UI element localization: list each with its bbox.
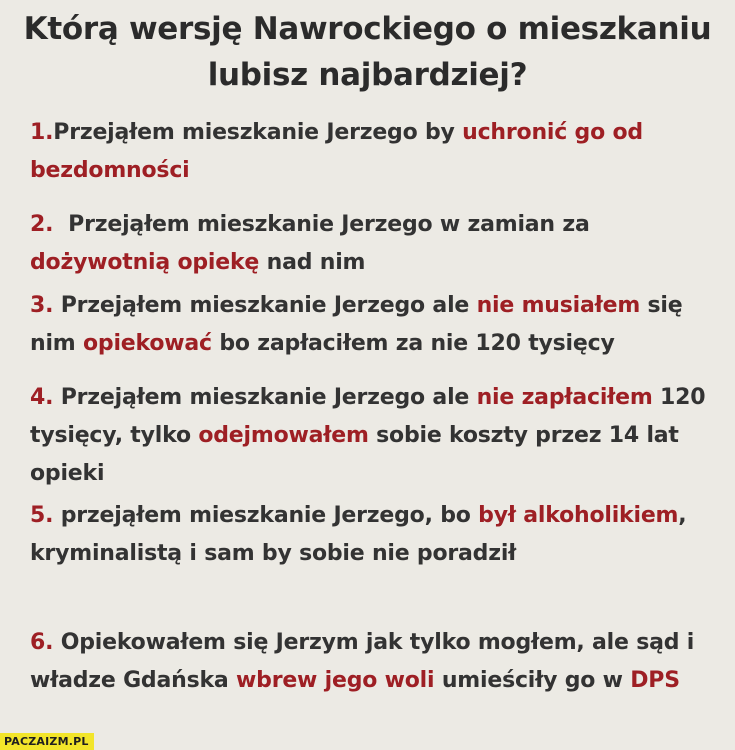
item-text: Przejąłem mieszkanie Jerzego by <box>53 120 463 145</box>
highlighted-text: wbrew jego woli <box>236 668 435 693</box>
site-watermark: PACZAIZM.PL <box>0 733 94 750</box>
item-text: przejąłem mieszkanie Jerzego, bo <box>53 503 479 528</box>
item-number: 2. <box>30 212 54 237</box>
item-number: 4. <box>30 385 54 410</box>
highlighted-text: opiekować <box>83 331 212 356</box>
highlighted-text: był alkoholikiem <box>478 503 679 528</box>
item-text: nad nim <box>259 250 366 275</box>
title-line-2: lubisz najbardziej? <box>207 57 528 93</box>
item-number: 3. <box>30 293 54 318</box>
item-text: Przejąłem mieszkanie Jerzego ale <box>53 385 477 410</box>
list-item <box>30 379 720 493</box>
item-text: bo zapłaciłem za nie 120 tysięcy <box>211 331 615 356</box>
item-text: Opiekowałem się Jerzym jak tylko mogłem, ale sąd i władze Gdańska <box>30 630 695 693</box>
item-text: , kryminalistą i sam by sobie nie poradził <box>30 503 687 566</box>
list-item <box>30 624 720 700</box>
title-line-1: Którą wersję Nawrockiego o mieszkaniu <box>23 11 712 47</box>
item-text: Przejąłem mieszkanie Jerzego w zamian za <box>53 212 590 237</box>
highlighted-text: nie musiałem <box>476 293 641 318</box>
list-item <box>30 114 720 190</box>
page-title <box>0 6 735 98</box>
item-text: Przejąłem mieszkanie Jerzego ale <box>53 293 477 318</box>
item-number: 5. <box>30 503 54 528</box>
list-item <box>30 206 720 282</box>
item-text: 120 tysięcy, tylko <box>30 385 706 448</box>
item-number: 6. <box>30 630 54 655</box>
highlighted-text: dożywotnią opiekę <box>30 250 260 275</box>
item-text: umieściły go w <box>434 668 631 693</box>
highlighted-text: DPS <box>630 668 680 693</box>
item-text: się nim <box>30 293 683 356</box>
highlighted-text: nie zapłaciłem <box>476 385 653 410</box>
list-item <box>30 287 720 363</box>
item-text: sobie koszty przez 14 lat opieki <box>30 423 679 486</box>
highlighted-text: uchronić go od bezdomności <box>30 120 643 183</box>
item-number: 1. <box>30 120 54 145</box>
highlighted-text: odejmowałem <box>198 423 369 448</box>
list-item <box>30 497 720 573</box>
